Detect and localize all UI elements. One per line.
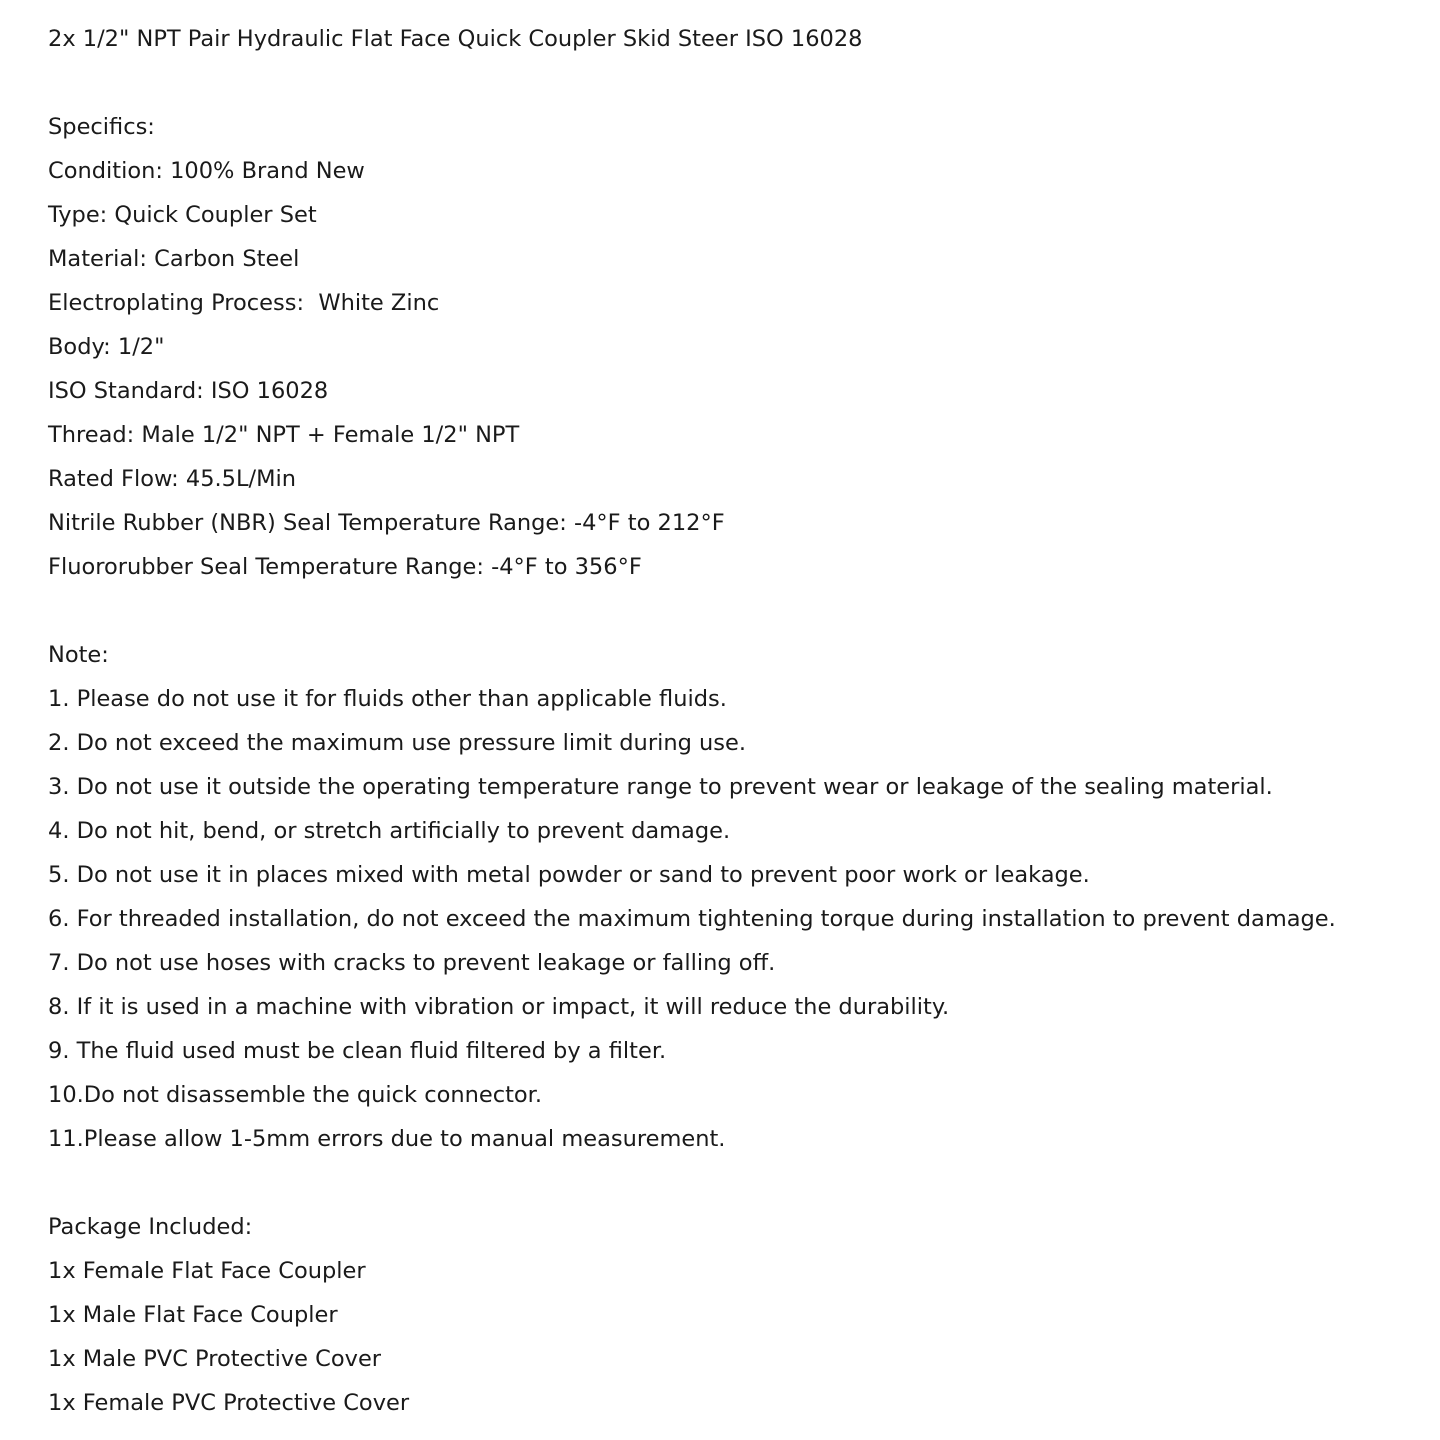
note-item: 10.Do not disassemble the quick connector. bbox=[48, 1082, 543, 1108]
package-heading: Package Included: bbox=[48, 1214, 253, 1240]
spacer bbox=[48, 1161, 1428, 1205]
spec-fluororubber-seal-range: Fluororubber Seal Temperature Range: -4°F to 356°F bbox=[48, 554, 642, 580]
note-item: 5. Do not use it in places mixed with metal powder or sand to prevent poor work or leakage. bbox=[48, 862, 1090, 888]
package-item: 1x Male PVC Protective Cover bbox=[48, 1346, 382, 1372]
note-item: 1. Please do not use it for fluids other than applicable fluids. bbox=[48, 686, 727, 712]
note-item: 9. The fluid used must be clean fluid filtered by a filter. bbox=[48, 1038, 667, 1064]
note-item: 11.Please allow 1-5mm errors due to manual measurement. bbox=[48, 1126, 726, 1152]
spec-rated-flow: Rated Flow: 45.5L/Min bbox=[48, 466, 297, 492]
spec-iso-standard: ISO Standard: ISO 16028 bbox=[48, 378, 329, 404]
specifics-section bbox=[48, 105, 1428, 589]
note-item: 4. Do not hit, bend, or stretch artificially to prevent damage. bbox=[48, 818, 731, 844]
spec-material: Material: Carbon Steel bbox=[48, 246, 300, 272]
note-heading: Note: bbox=[48, 642, 109, 668]
spec-thread: Thread: Male 1/2" NPT + Female 1/2" NPT bbox=[48, 422, 520, 448]
product-description bbox=[48, 17, 1428, 1425]
spec-nbr-seal-range: Nitrile Rubber (NBR) Seal Temperature Range: -4°F to 212°F bbox=[48, 510, 725, 536]
package-item: 1x Male Flat Face Coupler bbox=[48, 1302, 338, 1328]
note-section bbox=[48, 633, 1428, 1161]
note-item: 3. Do not use it outside the operating temperature range to prevent wear or leakage of the sealing material. bbox=[48, 774, 1273, 800]
spec-electroplating: Electroplating Process: White Zinc bbox=[48, 290, 440, 316]
spacer bbox=[48, 61, 1428, 105]
note-item: 6. For threaded installation, do not exceed the maximum tightening torque during installation to prevent damage. bbox=[48, 906, 1336, 932]
spec-condition: Condition: 100% Brand New bbox=[48, 158, 365, 184]
specifics-heading: Specifics: bbox=[48, 114, 155, 140]
note-item: 8. If it is used in a machine with vibration or impact, it will reduce the durability. bbox=[48, 994, 950, 1020]
spacer bbox=[48, 589, 1428, 633]
package-item: 1x Female Flat Face Coupler bbox=[48, 1258, 366, 1284]
note-item: 7. Do not use hoses with cracks to prevent leakage or falling off. bbox=[48, 950, 776, 976]
spec-type: Type: Quick Coupler Set bbox=[48, 202, 317, 228]
package-section bbox=[48, 1205, 1428, 1425]
package-item: 1x Female PVC Protective Cover bbox=[48, 1390, 410, 1416]
note-item: 2. Do not exceed the maximum use pressure limit during use. bbox=[48, 730, 746, 756]
product-title: 2x 1/2" NPT Pair Hydraulic Flat Face Quick Coupler Skid Steer ISO 16028 bbox=[48, 26, 863, 52]
spec-body: Body: 1/2" bbox=[48, 334, 165, 360]
